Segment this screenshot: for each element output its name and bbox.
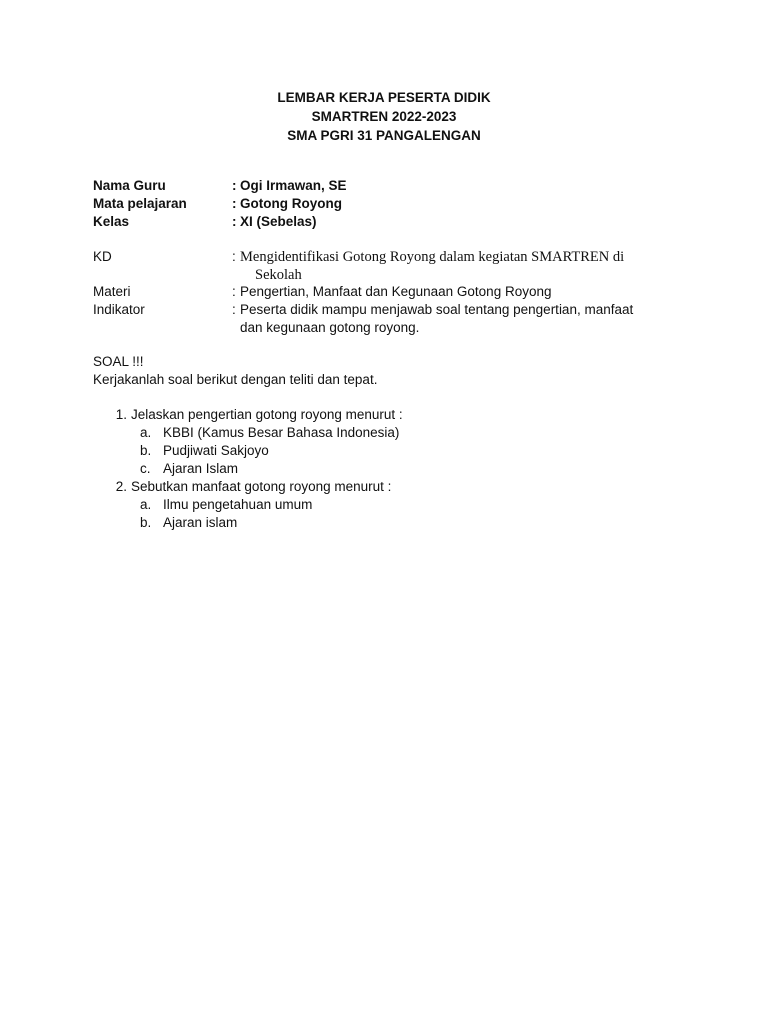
info-label-nama-guru: Nama Guru (93, 178, 166, 193)
info-value-indikator: Peserta didik mampu menjawab soal tentang pengertian, manfaat (240, 302, 634, 317)
sub-question-letter: a. (140, 497, 152, 512)
sub-question-text: Ajaran Islam (163, 461, 239, 476)
sub-question-letter: a. (140, 425, 152, 440)
info-value-indikator-continued: dan kegunaan gotong royong. (240, 320, 420, 335)
info-label-materi: Materi (93, 284, 131, 299)
info-label-kd: KD (93, 249, 112, 264)
info-colon: : (232, 284, 236, 299)
info-colon: : (232, 302, 236, 317)
sub-question-text: Ajaran islam (163, 515, 238, 530)
question-text: Sebutkan manfaat gotong royong menurut : (131, 479, 392, 494)
info-colon: : (232, 178, 237, 193)
info-value-kd: Mengidentifikasi Gotong Royong dalam kegiatan SMARTREN di (240, 249, 625, 265)
question-text: Jelaskan pengertian gotong royong menurut : (131, 407, 403, 422)
header-title: LEMBAR KERJA PESERTA DIDIK (277, 90, 491, 105)
sub-question-text: Pudjiwati Sakjoyo (163, 443, 269, 458)
info-value-kelas: XI (Sebelas) (240, 214, 317, 229)
sub-question-letter: b. (140, 515, 152, 530)
info-colon: : (232, 196, 237, 211)
info-value-kd-continued: Sekolah (255, 267, 302, 283)
header-school: SMA PGRI 31 PANGALENGAN (287, 128, 481, 143)
question-number: 1. (115, 407, 127, 422)
soal-title: SOAL !!! (93, 354, 144, 369)
sub-question-text: Ilmu pengetahuan umum (163, 497, 313, 512)
info-label-indikator: Indikator (93, 302, 145, 317)
sub-question-letter: c. (140, 461, 151, 476)
info-colon: : (232, 214, 237, 229)
info-value-mata-pelajaran: Gotong Royong (240, 196, 342, 211)
header-program: SMARTREN 2022-2023 (311, 109, 457, 124)
info-value-materi: Pengertian, Manfaat dan Kegunaan Gotong Royong (240, 284, 552, 299)
sub-question-letter: b. (140, 443, 152, 458)
sub-question-text: KBBI (Kamus Besar Bahasa Indonesia) (163, 425, 400, 440)
info-label-mata-pelajaran: Mata pelajaran (93, 196, 187, 211)
info-label-kelas: Kelas (93, 214, 130, 229)
soal-instruction: Kerjakanlah soal berikut dengan teliti dan tepat. (93, 372, 378, 387)
document-header (0, 88, 768, 145)
info-colon: : (232, 249, 236, 264)
info-value-nama-guru: Ogi Irmawan, SE (240, 178, 347, 193)
question-number: 2. (115, 479, 127, 494)
